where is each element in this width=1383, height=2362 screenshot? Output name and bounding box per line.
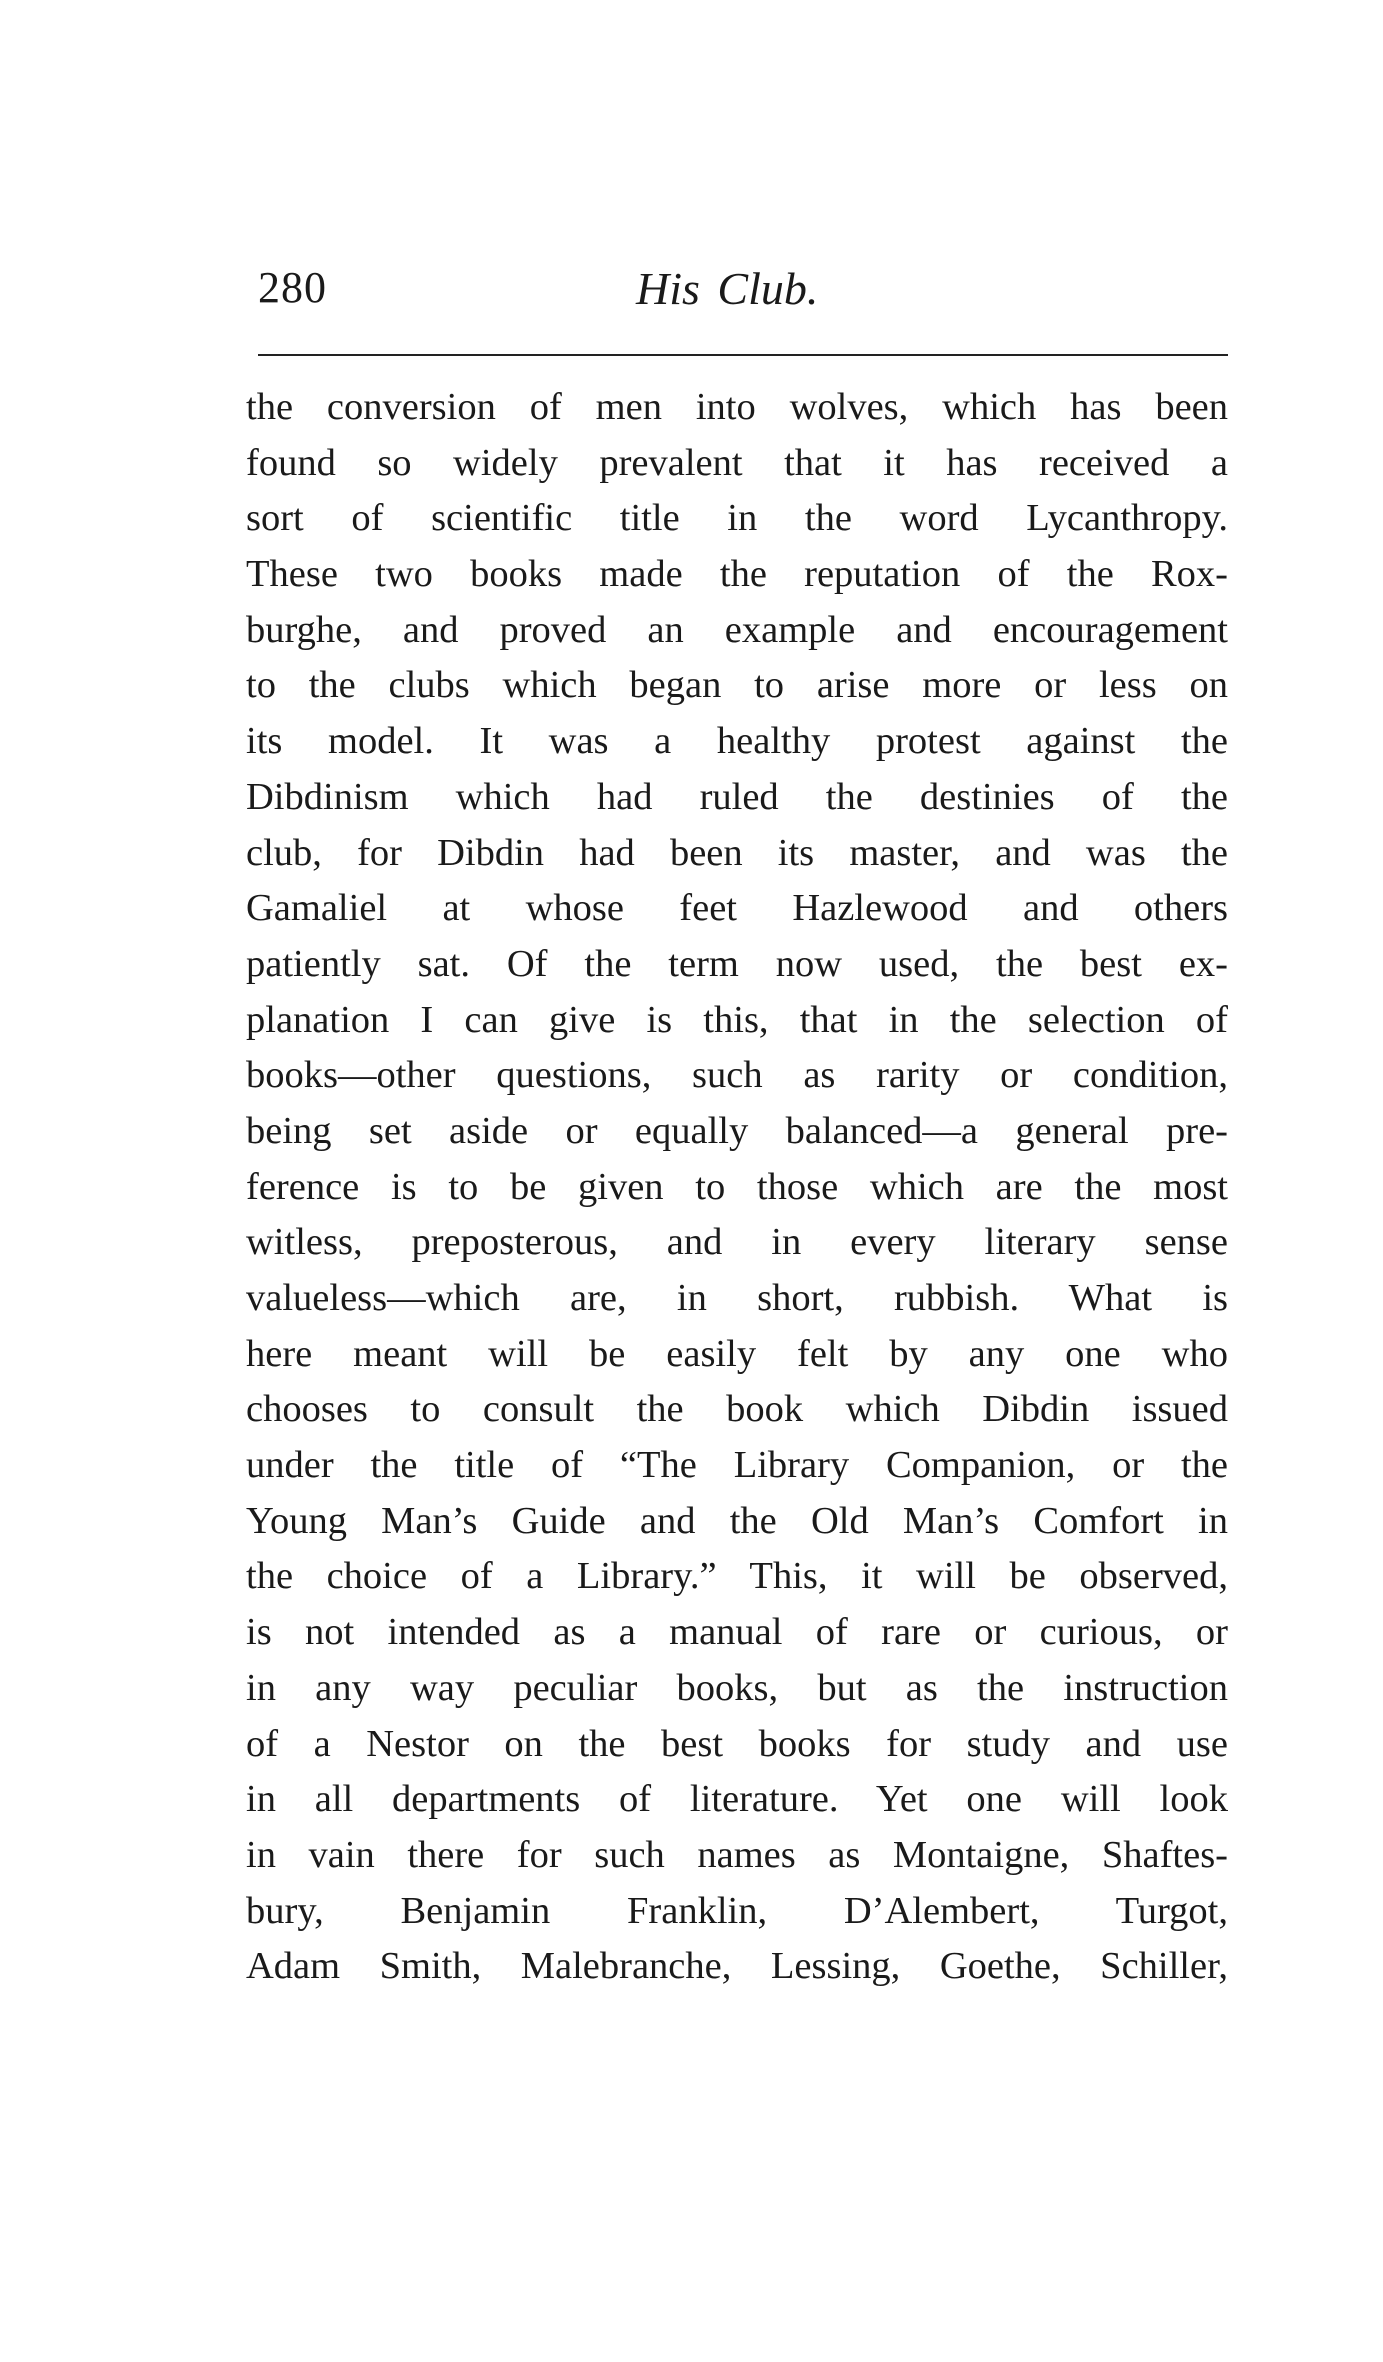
text-line: Gamaliel at whose feet Hazlewood and others	[246, 887, 1228, 930]
text-line: club, for Dibdin had been its master, and was the	[246, 831, 1228, 874]
text-line: found so widely prevalent that it has received a	[246, 441, 1228, 484]
text-line: Adam Smith, Malebranche, Lessing, Goethe, Schiller,	[246, 1945, 1228, 1988]
running-head	[258, 262, 1228, 322]
page-number: 280	[258, 263, 327, 312]
text-line: Young Man’s Guide and the Old Man’s Comfort in	[246, 1499, 1228, 1542]
text-line: witless, preposterous, and in every literary sense	[246, 1221, 1228, 1264]
text-line: to the clubs which began to arise more or less on	[246, 664, 1228, 707]
text-line: sort of scientific title in the word Lycanthropy.	[246, 497, 1228, 540]
text-line: the choice of a Library.” This, it will be observed,	[246, 1555, 1228, 1598]
text-line: ference is to be given to those which are the most	[246, 1165, 1228, 1208]
text-line: in vain there for such names as Montaigne, Shaftes-	[246, 1833, 1228, 1876]
text-line: here meant will be easily felt by any one who	[246, 1332, 1228, 1375]
text-line: being set aside or equally balanced—a general pre-	[246, 1109, 1228, 1152]
text-line: These two books made the reputation of the Rox-	[246, 553, 1228, 596]
text-line: of a Nestor on the best books for study and use	[246, 1722, 1228, 1765]
body-text	[246, 380, 1228, 1995]
text-line: in all departments of literature. Yet one will look	[246, 1778, 1228, 1821]
text-line: books—other questions, such as rarity or condition,	[246, 1054, 1228, 1097]
text-line: chooses to consult the book which Dibdin issued	[246, 1388, 1228, 1431]
header-rule	[258, 354, 1228, 356]
text-line: the conversion of men into wolves, which has been	[246, 386, 1228, 428]
text-line: valueless—which are, in short, rubbish. What is	[246, 1277, 1228, 1319]
text-line: its model. It was a healthy protest against the	[246, 720, 1228, 763]
text-line: in any way peculiar books, but as the instruction	[246, 1666, 1228, 1709]
text-line: is not intended as a manual of rare or curious, or	[246, 1611, 1228, 1654]
text-line: under the title of “The Library Companion, or the	[246, 1444, 1228, 1487]
text-line: burghe, and proved an example and encouragement	[246, 608, 1228, 651]
text-line: bury, Benjamin Franklin, D’Alembert, Turgot,	[246, 1889, 1228, 1932]
running-title: His Club.	[636, 263, 819, 314]
text-line: Dibdinism which had ruled the destinies of the	[246, 775, 1228, 818]
text-line: patiently sat. Of the term now used, the best ex-	[246, 942, 1228, 985]
text-line: planation I can give is this, that in the selection of	[246, 998, 1228, 1041]
